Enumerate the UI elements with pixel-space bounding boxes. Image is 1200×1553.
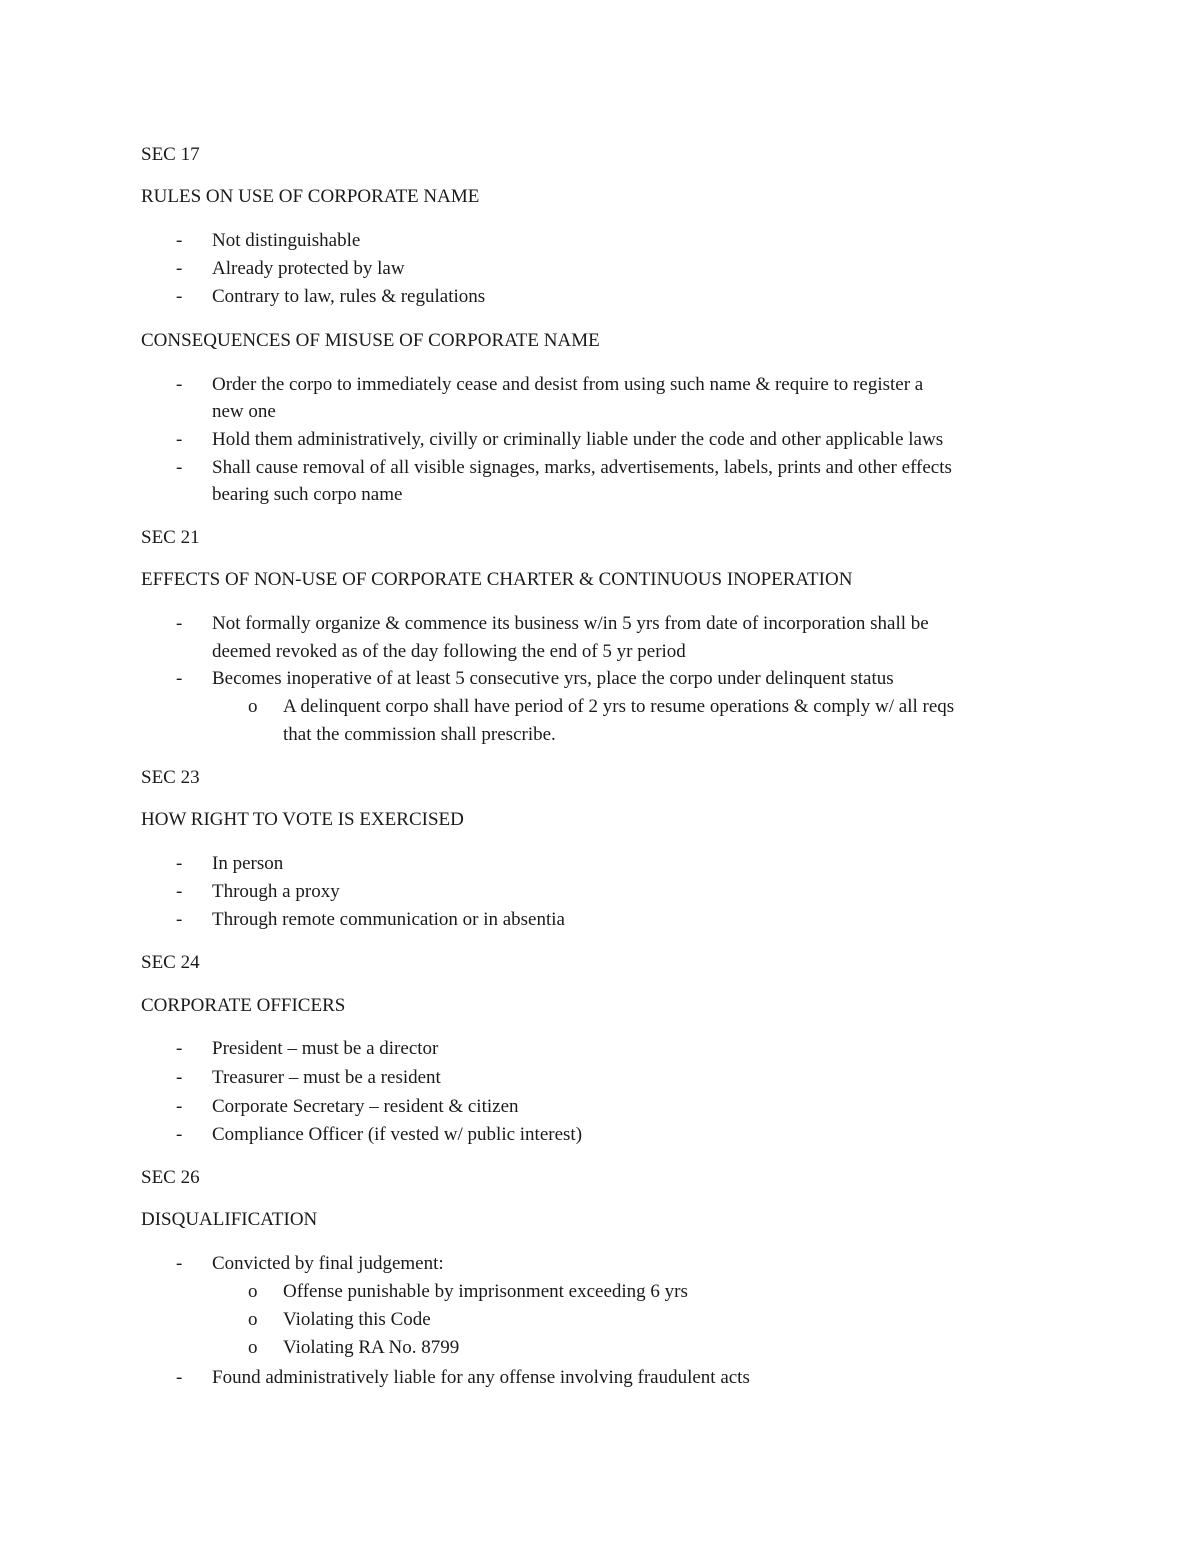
section-number: SEC 21 bbox=[141, 527, 200, 548]
section-heading: HOW RIGHT TO VOTE IS EXERCISED bbox=[141, 809, 464, 830]
circle-bullet: o bbox=[248, 1309, 258, 1330]
list-item: Treasurer – must be a resident bbox=[212, 1067, 441, 1088]
dash-bullet: - bbox=[176, 1096, 183, 1117]
section-heading: EFFECTS OF NON-USE OF CORPORATE CHARTER & CONTINUOUS INOPERATION bbox=[141, 569, 853, 590]
sub-list-item: Violating RA No. 8799 bbox=[283, 1337, 460, 1358]
section-number: SEC 23 bbox=[141, 767, 200, 788]
dash-bullet: - bbox=[176, 909, 183, 930]
dash-bullet: - bbox=[176, 881, 183, 902]
dash-bullet: - bbox=[176, 457, 183, 478]
dash-bullet: - bbox=[176, 286, 183, 307]
list-item-continuation: deemed revoked as of the day following the end of 5 yr period bbox=[212, 641, 686, 662]
list-item: Convicted by final judgement: bbox=[212, 1253, 444, 1274]
dash-bullet: - bbox=[176, 230, 183, 251]
sub-list-item: Violating this Code bbox=[283, 1309, 431, 1330]
list-item: Order the corpo to immediately cease and desist from using such name & require to register a bbox=[212, 374, 924, 395]
sub-list-item: Offense punishable by imprisonment exceeding 6 yrs bbox=[283, 1281, 688, 1302]
list-item: Found administratively liable for any offense involving fraudulent acts bbox=[212, 1367, 750, 1388]
dash-bullet: - bbox=[176, 429, 183, 450]
circle-bullet: o bbox=[248, 1281, 258, 1302]
list-item: Hold them administratively, civilly or criminally liable under the code and other applicable laws bbox=[212, 429, 944, 450]
section-heading: DISQUALIFICATION bbox=[141, 1209, 318, 1230]
list-item: In person bbox=[212, 853, 284, 874]
section-heading: CORPORATE OFFICERS bbox=[141, 995, 346, 1016]
section-number: SEC 26 bbox=[141, 1167, 200, 1188]
list-item-continuation: new one bbox=[212, 401, 276, 422]
list-item: Through a proxy bbox=[212, 881, 340, 902]
circle-bullet: o bbox=[248, 1337, 258, 1358]
section-heading: CONSEQUENCES OF MISUSE OF CORPORATE NAME bbox=[141, 330, 600, 351]
dash-bullet: - bbox=[176, 1367, 183, 1388]
list-item: President – must be a director bbox=[212, 1038, 439, 1059]
section-number: SEC 17 bbox=[141, 144, 200, 165]
dash-bullet: - bbox=[176, 668, 183, 689]
section-number: SEC 24 bbox=[141, 952, 200, 973]
list-item: Becomes inoperative of at least 5 consecutive yrs, place the corpo under delinquent status bbox=[212, 668, 894, 689]
dash-bullet: - bbox=[176, 1067, 183, 1088]
section-heading: RULES ON USE OF CORPORATE NAME bbox=[141, 186, 480, 207]
sub-list-item: A delinquent corpo shall have period of 2 yrs to resume operations & comply w/ all reqs bbox=[283, 696, 955, 717]
list-item: Not distinguishable bbox=[212, 230, 361, 251]
dash-bullet: - bbox=[176, 853, 183, 874]
list-item-continuation: bearing such corpo name bbox=[212, 484, 403, 505]
dash-bullet: - bbox=[176, 374, 183, 395]
circle-bullet: o bbox=[248, 696, 258, 717]
list-item: Shall cause removal of all visible signages, marks, advertisements, labels, prints and other effects bbox=[212, 457, 952, 478]
dash-bullet: - bbox=[176, 613, 183, 634]
dash-bullet: - bbox=[176, 258, 183, 279]
list-item: Not formally organize & commence its business w/in 5 yrs from date of incorporation shall be bbox=[212, 613, 929, 634]
sub-list-item-continuation: that the commission shall prescribe. bbox=[283, 724, 556, 745]
dash-bullet: - bbox=[176, 1253, 183, 1274]
list-item: Corporate Secretary – resident & citizen bbox=[212, 1096, 519, 1117]
dash-bullet: - bbox=[176, 1124, 183, 1145]
list-item: Compliance Officer (if vested w/ public interest) bbox=[212, 1124, 583, 1145]
list-item: Already protected by law bbox=[212, 258, 405, 279]
list-item: Contrary to law, rules & regulations bbox=[212, 286, 486, 307]
dash-bullet: - bbox=[176, 1038, 183, 1059]
list-item: Through remote communication or in absentia bbox=[212, 909, 565, 930]
